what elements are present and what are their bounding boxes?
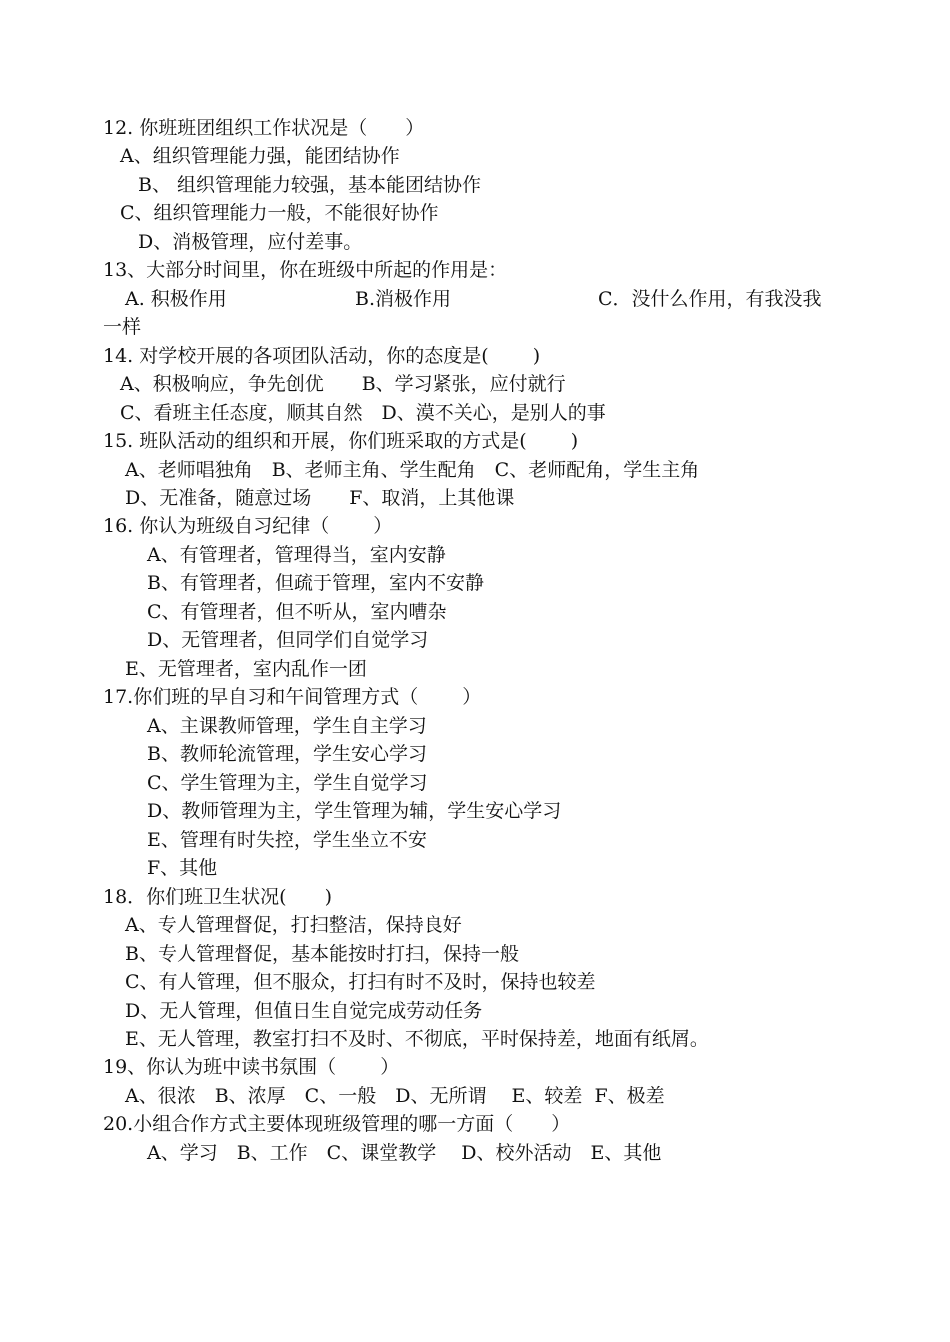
question-15-options-df: D、无准备，随意过场 F、取消，上其他课 [125,487,515,509]
question-14-options-ab: A、积极响应，争先创优 B、学习紧张，应付就行 [120,373,566,395]
question-12-stem: 12. 你班班团组织工作状况是（ ） [103,117,425,139]
question-18-option-b: B、专人管理督促，基本能按时打扫，保持一般 [125,943,519,965]
question-16-option-a: A、有管理者，管理得当，室内安静 [147,544,446,566]
question-16-option-b: B、有管理者，但疏于管理，室内不安静 [147,572,484,594]
question-13-stem: 13、大部分时间里，你在班级中所起的作用是： [103,259,508,281]
question-17-option-b: B、教师轮流管理，学生安心学习 [147,743,427,765]
question-16-option-d: D、无管理者，但同学们自觉学习 [147,629,429,651]
question-18-option-c: C、有人管理，但不服众，打扫有时不及时，保持也较差 [125,971,596,993]
question-18-option-e: E、无人管理，教室打扫不及时、不彻底，平时保持差，地面有纸屑。 [125,1028,709,1050]
question-19-options: A、很浓 B、浓厚 C、一般 D、无所谓 E、较差 F、极差 [125,1085,665,1107]
question-19-stem: 19、你认为班中读书氛围（ ） [103,1056,400,1078]
question-18-stem: 18．你们班卫生状况( ) [103,886,333,908]
question-20-options: A、学习 B、工作 C、课堂教学 D、校外活动 E、其他 [147,1142,662,1164]
question-17-stem: 17.你们班的早自习和午间管理方式（ ） [103,686,482,708]
question-16-option-e: E、无管理者，室内乱作一团 [125,658,367,680]
question-14-options-cd: C、看班主任态度，顺其自然 D、漠不关心，是别人的事 [120,402,606,424]
question-14-stem: 14. 对学校开展的各项团队活动，你的态度是( ) [103,345,541,367]
question-17-option-e: E、管理有时失控，学生坐立不安 [147,829,427,851]
question-12-option-b: B、 组织管理能力较强，基本能团结协作 [138,174,482,196]
question-13-option-b: B.消极作用 [355,288,452,310]
question-12-option-c: C、组织管理能力一般，不能很好协作 [120,202,439,224]
question-17-option-a: A、主课教师管理，学生自主学习 [147,715,427,737]
question-15-options-abc: A、老师唱独角 B、老师主角、学生配角 C、老师配角，学生主角 [125,459,700,481]
question-16-stem: 16. 你认为班级自习纪律（ ） [103,515,393,537]
question-13-option-a: A. 积极作用 [125,288,227,310]
question-12-option-a: A、组织管理能力强，能团结协作 [120,145,400,167]
question-20-stem: 20.小组合作方式主要体现班级管理的哪一方面（ ） [103,1113,571,1135]
question-13-option-c: C．没什么作用，有我没我 [598,288,822,310]
question-12-option-d: D、消极管理，应付差事。 [138,231,363,253]
question-17-option-d: D、教师管理为主，学生管理为辅，学生安心学习 [147,800,562,822]
question-18-option-a: A、专人管理督促，打扫整洁，保持良好 [125,914,462,936]
question-17-option-c: C、学生管理为主，学生自觉学习 [147,772,428,794]
question-16-option-c: C、有管理者，但不听从，室内嘈杂 [147,601,447,623]
question-13-option-c-wrap: 一样 [103,316,142,338]
question-15-stem: 15. 班队活动的组织和开展，你们班采取的方式是( ) [103,430,579,452]
question-17-option-f: F、其他 [147,857,218,879]
question-18-option-d: D、无人管理，但值日生自觉完成劳动任务 [125,1000,483,1022]
